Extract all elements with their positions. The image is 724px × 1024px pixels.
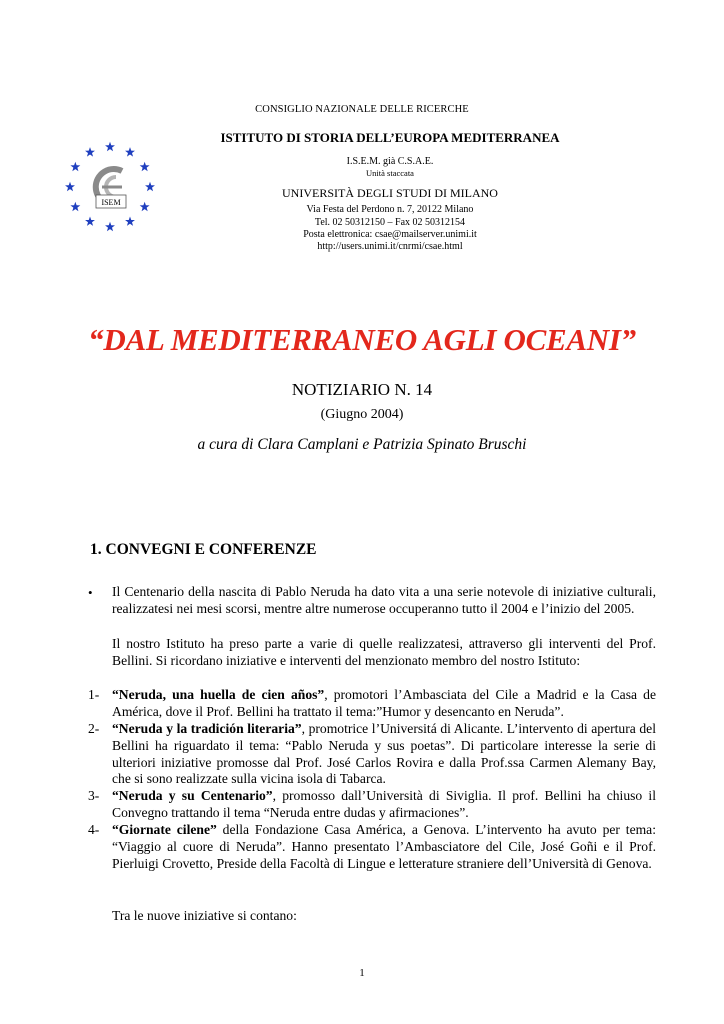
star-icon xyxy=(85,216,95,225)
item-number: 3- xyxy=(88,788,100,803)
follow-paragraph: Il nostro Istituto ha preso parte a varie di quelle realizzatesi, attraverso gli interventi del Prof. Bellini. Si ricordano iniziative e interventi del menzionato membro del nostro Istituto: xyxy=(112,636,656,668)
star-icon xyxy=(70,202,80,211)
item-text: , promotori l’Ambasciata del Cile a Madrid e la Casa de América, dove il Prof. Bellini ha trattato il tema:”Humor y desencanto en Neruda”. xyxy=(112,687,656,719)
list-item xyxy=(112,788,656,822)
closing-paragraph: Tra le nuove iniziative si contano: xyxy=(112,908,297,923)
item-number: 4- xyxy=(88,822,100,837)
star-icon xyxy=(125,147,135,156)
bullet-icon: • xyxy=(88,585,93,600)
institute-unit: Unità staccata xyxy=(366,168,414,178)
star-icon xyxy=(65,182,75,191)
item-title: “Giornate cilene” xyxy=(112,822,217,837)
item-text: , promotrice l’Universitá di Alicante. L’intervento di apertura del Bellini ha riguardato il tema: “Pablo Neruda y sus poetas”. Di particolare interesse la serie di ulteriori iniziative promosse dal Prof. José Carlos Rovira e dalla Prof.ssa Carmen Alemany Bay, che si sono realizzate sulla vicina isola di Tabarca. xyxy=(112,721,656,787)
address-line: Via Festa del Perdono n. 7, 20122 Milano xyxy=(306,204,474,215)
logo-label: ISEM xyxy=(101,198,121,207)
item-title: “Neruda y su Centenario” xyxy=(112,788,273,803)
star-icon xyxy=(105,142,115,151)
star-icon xyxy=(140,162,150,171)
star-icon xyxy=(85,147,95,156)
item-title: “Neruda, una huella de cien años” xyxy=(112,687,325,702)
item-title: “Neruda y la tradición literaria” xyxy=(112,721,302,736)
item-text: , promosso dall’Università di Siviglia. Il prof. Bellini ha chiuso il Convegno trattando il tema “Neruda entre dudas y afirmaciones”. xyxy=(112,788,656,820)
star-icon xyxy=(70,162,80,171)
institute-name: ISTITUTO DI STORIA DELL’EUROPA MEDITERRANEA xyxy=(220,130,560,145)
university-name: UNIVERSITÀ DEGLI STUDI DI MILANO xyxy=(282,186,498,200)
star-icon xyxy=(125,216,135,225)
institute-subtitle: I.S.E.M. già C.S.A.E. xyxy=(346,156,434,167)
page-number: 1 xyxy=(359,967,365,979)
item-number: 2- xyxy=(88,721,100,736)
issue-date: (Giugno 2004) xyxy=(320,407,404,422)
editors-line: a cura di Clara Camplani e Patrizia Spinato Bruschi xyxy=(197,436,527,453)
item-text: della Fondazione Casa América, a Genova. L’intervento ha avuto per tema: “Viaggio al cuore di Neruda”. Hanno presentato l’Ambasciatore del Cile, José Goñi e il Prof. Pierluigi Crovetto, Preside della Facoltà di Lingue e letterature straniere dell’Università di Genova. xyxy=(112,822,656,871)
list-item xyxy=(112,721,656,788)
issue-number: NOTIZIARIO N. 14 xyxy=(291,380,433,399)
bullet-paragraph: Il Centenario della nascita di Pablo Neruda ha dato vita a una serie notevole di iniziative culturali, realizzatesi nei mesi scorsi, mentre altre numerose occuperanno tutto il 2004 e l’inizio del 2005. xyxy=(112,584,656,616)
star-icon xyxy=(145,182,155,191)
isem-logo xyxy=(60,137,160,237)
newsletter-title: “DAL MEDITERRANEO AGLI OCEANI” xyxy=(88,322,636,357)
email-line: Posta elettronica: csae@mailserver.unimi.it xyxy=(303,229,477,240)
list-item xyxy=(112,822,656,872)
phone-line: Tel. 02 50312150 – Fax 02 50312154 xyxy=(314,217,466,228)
website-line: http://users.unimi.it/cnrmi/csae.html xyxy=(317,241,463,252)
council-name: CONSIGLIO NAZIONALE DELLE RICERCHE xyxy=(255,104,469,115)
list-item xyxy=(112,687,656,721)
item-number: 1- xyxy=(88,687,100,702)
section-heading: 1. CONVEGNI E CONFERENZE xyxy=(90,541,317,558)
star-icon xyxy=(140,202,150,211)
star-icon xyxy=(105,222,115,231)
